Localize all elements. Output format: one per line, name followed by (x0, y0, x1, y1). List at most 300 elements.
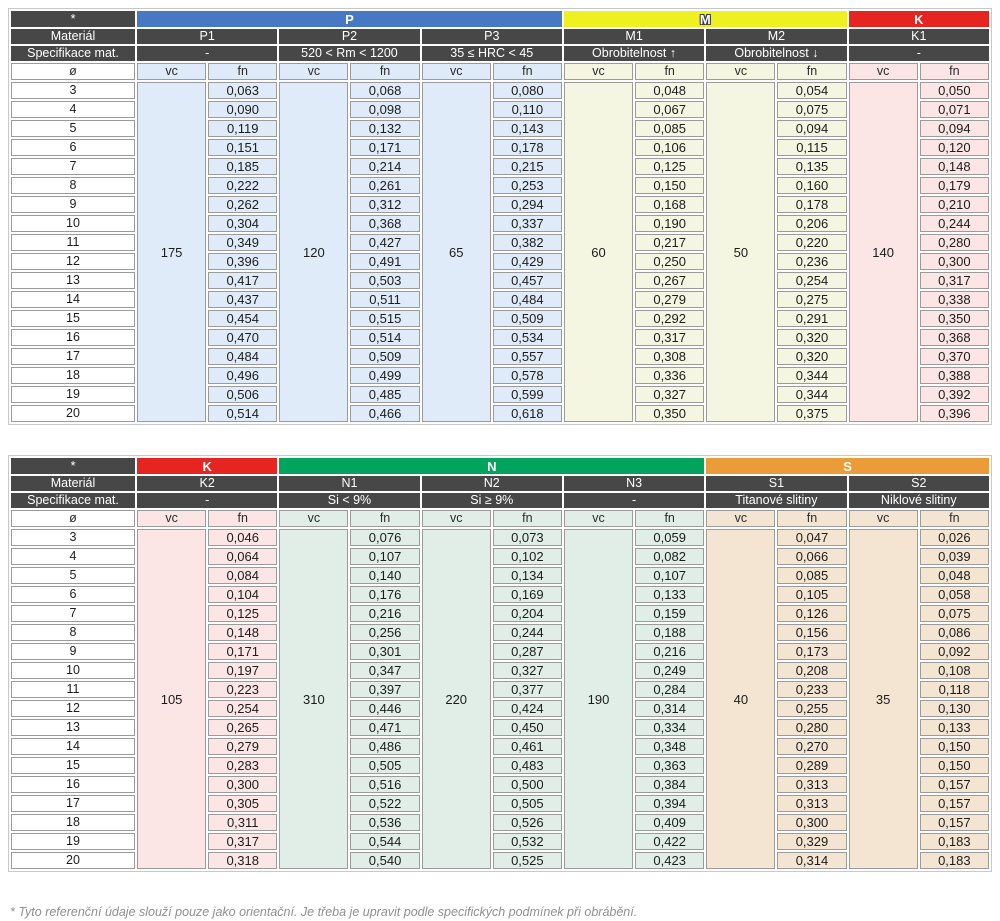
fn-value-cell: 0,505 (350, 757, 419, 774)
fn-value-cell: 0,084 (208, 567, 277, 584)
fn-value-cell: 0,208 (777, 662, 846, 679)
fn-value-cell: 0,080 (493, 82, 562, 99)
fn-value-cell: 0,320 (777, 348, 846, 365)
fn-value-cell: 0,327 (493, 662, 562, 679)
vc-value-cell-P3: 65 (422, 82, 491, 422)
fn-value-cell: 0,157 (920, 776, 989, 793)
fn-value-cell: 0,050 (920, 82, 989, 99)
vc-value-cell-M2: 50 (706, 82, 775, 422)
vc-column-header-P3: vc (422, 63, 491, 80)
fn-value-cell: 0,066 (777, 548, 846, 565)
fn-value-cell: 0,220 (777, 234, 846, 251)
fn-value-cell: 0,314 (777, 852, 846, 869)
spec-header-P3: 35 ≤ HRC < 45 (422, 46, 562, 61)
fn-value-cell: 0,178 (493, 139, 562, 156)
fn-value-cell: 0,160 (777, 177, 846, 194)
fn-column-header-K2: fn (208, 510, 277, 527)
fn-value-cell: 0,150 (920, 738, 989, 755)
fn-value-cell: 0,511 (350, 291, 419, 308)
fn-value-cell: 0,108 (920, 662, 989, 679)
fn-value-cell: 0,409 (635, 814, 704, 831)
diameter-cell: 9 (11, 643, 135, 660)
fn-value-cell: 0,532 (493, 833, 562, 850)
fn-value-cell: 0,337 (493, 215, 562, 232)
spec-row-label: Specifikace mat. (11, 46, 135, 61)
vc-column-header-P2: vc (279, 63, 348, 80)
fn-value-cell: 0,450 (493, 719, 562, 736)
diameter-cell: 3 (11, 82, 135, 99)
fn-column-header-S2: fn (920, 510, 989, 527)
fn-value-cell: 0,157 (920, 795, 989, 812)
diameter-cell: 9 (11, 196, 135, 213)
fn-value-cell: 0,236 (777, 253, 846, 270)
group-header-S1: S1 (706, 476, 846, 491)
band-header-S: S (706, 458, 989, 474)
fn-value-cell: 0,168 (635, 196, 704, 213)
fn-value-cell: 0,090 (208, 101, 277, 118)
fn-value-cell: 0,536 (350, 814, 419, 831)
fn-value-cell: 0,250 (635, 253, 704, 270)
fn-value-cell: 0,300 (208, 776, 277, 793)
fn-value-cell: 0,491 (350, 253, 419, 270)
fn-value-cell: 0,058 (920, 586, 989, 603)
fn-value-cell: 0,336 (635, 367, 704, 384)
fn-value-cell: 0,526 (493, 814, 562, 831)
fn-value-cell: 0,503 (350, 272, 419, 289)
fn-value-cell: 0,267 (635, 272, 704, 289)
group-header-N1: N1 (279, 476, 419, 491)
fn-value-cell: 0,317 (920, 272, 989, 289)
vc-column-header-S1: vc (706, 510, 775, 527)
fn-value-cell: 0,171 (350, 139, 419, 156)
fn-value-cell: 0,514 (350, 329, 419, 346)
fn-value-cell: 0,329 (777, 833, 846, 850)
fn-column-header-K1: fn (920, 63, 989, 80)
spec-header-N2: Si ≥ 9% (422, 493, 562, 508)
fn-column-header-P1: fn (208, 63, 277, 80)
fn-value-cell: 0,026 (920, 529, 989, 546)
fn-value-cell: 0,110 (493, 101, 562, 118)
diameter-cell: 15 (11, 310, 135, 327)
fn-value-cell: 0,279 (635, 291, 704, 308)
vc-column-header-N1: vc (279, 510, 348, 527)
fn-value-cell: 0,368 (350, 215, 419, 232)
fn-value-cell: 0,140 (350, 567, 419, 584)
vc-column-header-M2: vc (706, 63, 775, 80)
vc-value-cell-N1: 310 (279, 529, 348, 869)
vc-column-header-P1: vc (137, 63, 206, 80)
fn-value-cell: 0,215 (493, 158, 562, 175)
fn-value-cell: 0,094 (777, 120, 846, 137)
fn-value-cell: 0,437 (208, 291, 277, 308)
fn-value-cell: 0,125 (208, 605, 277, 622)
fn-value-cell: 0,514 (208, 405, 277, 422)
fn-value-cell: 0,256 (350, 624, 419, 641)
fn-value-cell: 0,176 (350, 586, 419, 603)
fn-value-cell: 0,349 (208, 234, 277, 251)
fn-value-cell: 0,085 (635, 120, 704, 137)
fn-value-cell: 0,279 (208, 738, 277, 755)
diameter-cell: 7 (11, 158, 135, 175)
fn-value-cell: 0,190 (635, 215, 704, 232)
fn-value-cell: 0,505 (493, 795, 562, 812)
fn-value-cell: 0,348 (635, 738, 704, 755)
fn-value-cell: 0,115 (777, 139, 846, 156)
spec-header-M2: Obrobitelnost ↓ (706, 46, 846, 61)
fn-value-cell: 0,375 (777, 405, 846, 422)
footnote: * Tyto referenční údaje slouží pouze jako orientační. Je třeba je upravit podle specifických podmínek při obrábění. (10, 905, 638, 919)
fn-value-cell: 0,314 (635, 700, 704, 717)
material-row-label: Materiál (11, 476, 135, 491)
group-header-S2: S2 (849, 476, 989, 491)
fn-value-cell: 0,054 (777, 82, 846, 99)
fn-value-cell: 0,085 (777, 567, 846, 584)
fn-value-cell: 0,073 (493, 529, 562, 546)
fn-value-cell: 0,244 (493, 624, 562, 641)
fn-value-cell: 0,422 (635, 833, 704, 850)
fn-value-cell: 0,204 (493, 605, 562, 622)
fn-value-cell: 0,159 (635, 605, 704, 622)
fn-value-cell: 0,466 (350, 405, 419, 422)
fn-value-cell: 0,318 (208, 852, 277, 869)
fn-value-cell: 0,506 (208, 386, 277, 403)
fn-value-cell: 0,457 (493, 272, 562, 289)
fn-value-cell: 0,135 (777, 158, 846, 175)
band-header-K: K (849, 11, 989, 27)
table-row (11, 529, 989, 546)
diameter-cell: 16 (11, 329, 135, 346)
spec-header-P1: - (137, 46, 277, 61)
fn-value-cell: 0,516 (350, 776, 419, 793)
vc-value-cell-S2: 35 (849, 529, 918, 869)
diameter-cell: 10 (11, 215, 135, 232)
fn-value-cell: 0,173 (777, 643, 846, 660)
fn-value-cell: 0,216 (350, 605, 419, 622)
fn-value-cell: 0,261 (350, 177, 419, 194)
fn-value-cell: 0,525 (493, 852, 562, 869)
fn-value-cell: 0,094 (920, 120, 989, 137)
fn-value-cell: 0,068 (350, 82, 419, 99)
vc-fn-header-row (11, 510, 989, 527)
fn-column-header-P3: fn (493, 63, 562, 80)
diameter-cell: 11 (11, 234, 135, 251)
fn-value-cell: 0,217 (635, 234, 704, 251)
vc-column-header-N3: vc (564, 510, 633, 527)
fn-value-cell: 0,485 (350, 386, 419, 403)
table-row (11, 82, 989, 99)
fn-value-cell: 0,484 (493, 291, 562, 308)
fn-value-cell: 0,107 (635, 567, 704, 584)
vc-value-cell-N3: 190 (564, 529, 633, 869)
fn-value-cell: 0,262 (208, 196, 277, 213)
fn-value-cell: 0,255 (777, 700, 846, 717)
spec-header-N1: Si < 9% (279, 493, 419, 508)
fn-value-cell: 0,350 (635, 405, 704, 422)
spec-header-N3: - (564, 493, 704, 508)
fn-value-cell: 0,197 (208, 662, 277, 679)
fn-column-header-N1: fn (350, 510, 419, 527)
fn-value-cell: 0,148 (920, 158, 989, 175)
fn-value-cell: 0,254 (208, 700, 277, 717)
spec-header-S1: Titanové slitiny (706, 493, 846, 508)
fn-value-cell: 0,522 (350, 795, 419, 812)
vc-column-header-S2: vc (849, 510, 918, 527)
fn-value-cell: 0,317 (635, 329, 704, 346)
material-row-label: Materiál (11, 29, 135, 44)
fn-value-cell: 0,076 (350, 529, 419, 546)
fn-value-cell: 0,417 (208, 272, 277, 289)
diameter-cell: 20 (11, 405, 135, 422)
fn-value-cell: 0,183 (920, 852, 989, 869)
fn-value-cell: 0,132 (350, 120, 419, 137)
fn-value-cell: 0,423 (635, 852, 704, 869)
group-header-N2: N2 (422, 476, 562, 491)
fn-value-cell: 0,377 (493, 681, 562, 698)
diameter-cell: 18 (11, 367, 135, 384)
fn-value-cell: 0,071 (920, 101, 989, 118)
diameter-column-header: ø (11, 510, 135, 527)
fn-value-cell: 0,118 (920, 681, 989, 698)
fn-value-cell: 0,347 (350, 662, 419, 679)
group-header-M2: M2 (706, 29, 846, 44)
vc-value-cell-N2: 220 (422, 529, 491, 869)
diameter-cell: 19 (11, 833, 135, 850)
fn-value-cell: 0,275 (777, 291, 846, 308)
fn-value-cell: 0,133 (635, 586, 704, 603)
fn-value-cell: 0,130 (920, 700, 989, 717)
fn-value-cell: 0,169 (493, 586, 562, 603)
fn-value-cell: 0,280 (920, 234, 989, 251)
diameter-cell: 5 (11, 120, 135, 137)
fn-value-cell: 0,157 (920, 814, 989, 831)
fn-value-cell: 0,075 (777, 101, 846, 118)
fn-value-cell: 0,216 (635, 643, 704, 660)
band-header-M: M (564, 11, 847, 27)
diameter-cell: 14 (11, 738, 135, 755)
fn-value-cell: 0,048 (920, 567, 989, 584)
fn-value-cell: 0,047 (777, 529, 846, 546)
fn-value-cell: 0,183 (920, 833, 989, 850)
spec-header-row (11, 46, 989, 61)
fn-value-cell: 0,338 (920, 291, 989, 308)
fn-value-cell: 0,471 (350, 719, 419, 736)
fn-value-cell: 0,294 (493, 196, 562, 213)
spec-header-K1: - (849, 46, 989, 61)
fn-value-cell: 0,363 (635, 757, 704, 774)
fn-value-cell: 0,499 (350, 367, 419, 384)
fn-value-cell: 0,388 (920, 367, 989, 384)
fn-column-header-N3: fn (635, 510, 704, 527)
fn-value-cell: 0,534 (493, 329, 562, 346)
fn-value-cell: 0,312 (350, 196, 419, 213)
fn-value-cell: 0,509 (350, 348, 419, 365)
fn-value-cell: 0,446 (350, 700, 419, 717)
fn-value-cell: 0,486 (350, 738, 419, 755)
fn-value-cell: 0,126 (777, 605, 846, 622)
vc-value-cell-K1: 140 (849, 82, 918, 422)
fn-value-cell: 0,125 (635, 158, 704, 175)
fn-column-header-P2: fn (350, 63, 419, 80)
fn-value-cell: 0,059 (635, 529, 704, 546)
fn-value-cell: 0,382 (493, 234, 562, 251)
band-header-P: P (137, 11, 562, 27)
fn-value-cell: 0,599 (493, 386, 562, 403)
group-header-K2: K2 (137, 476, 277, 491)
fn-value-cell: 0,496 (208, 367, 277, 384)
fn-value-cell: 0,134 (493, 567, 562, 584)
fn-value-cell: 0,578 (493, 367, 562, 384)
fn-value-cell: 0,300 (777, 814, 846, 831)
fn-value-cell: 0,618 (493, 405, 562, 422)
corner-star-cell: * (11, 11, 135, 27)
fn-value-cell: 0,317 (208, 833, 277, 850)
fn-value-cell: 0,120 (920, 139, 989, 156)
fn-value-cell: 0,171 (208, 643, 277, 660)
fn-value-cell: 0,509 (493, 310, 562, 327)
fn-value-cell: 0,368 (920, 329, 989, 346)
fn-value-cell: 0,540 (350, 852, 419, 869)
fn-value-cell: 0,107 (350, 548, 419, 565)
fn-value-cell: 0,265 (208, 719, 277, 736)
group-header-M1: M1 (564, 29, 704, 44)
fn-value-cell: 0,119 (208, 120, 277, 137)
fn-value-cell: 0,067 (635, 101, 704, 118)
cutting-parameters-table-kns (8, 455, 992, 872)
fn-column-header-M2: fn (777, 63, 846, 80)
fn-value-cell: 0,289 (777, 757, 846, 774)
fn-column-header-M1: fn (635, 63, 704, 80)
vc-value-cell-P1: 175 (137, 82, 206, 422)
fn-value-cell: 0,500 (493, 776, 562, 793)
fn-value-cell: 0,291 (777, 310, 846, 327)
fn-value-cell: 0,454 (208, 310, 277, 327)
vc-column-header-K2: vc (137, 510, 206, 527)
diameter-column-header: ø (11, 63, 135, 80)
band-header-row (11, 458, 989, 474)
diameter-cell: 20 (11, 852, 135, 869)
fn-value-cell: 0,301 (350, 643, 419, 660)
diameter-cell: 11 (11, 681, 135, 698)
fn-value-cell: 0,305 (208, 795, 277, 812)
fn-value-cell: 0,048 (635, 82, 704, 99)
fn-value-cell: 0,544 (350, 833, 419, 850)
material-header-row (11, 476, 989, 491)
group-header-P2: P2 (279, 29, 419, 44)
fn-value-cell: 0,270 (777, 738, 846, 755)
diameter-cell: 12 (11, 253, 135, 270)
fn-value-cell: 0,102 (493, 548, 562, 565)
fn-value-cell: 0,063 (208, 82, 277, 99)
fn-value-cell: 0,233 (777, 681, 846, 698)
diameter-cell: 5 (11, 567, 135, 584)
fn-value-cell: 0,424 (493, 700, 562, 717)
fn-value-cell: 0,327 (635, 386, 704, 403)
band-header-N: N (279, 458, 704, 474)
spec-header-S2: Niklové slitiny (849, 493, 989, 508)
fn-value-cell: 0,156 (777, 624, 846, 641)
fn-value-cell: 0,313 (777, 795, 846, 812)
group-header-K1: K1 (849, 29, 989, 44)
diameter-cell: 4 (11, 101, 135, 118)
vc-column-header-K1: vc (849, 63, 918, 80)
fn-value-cell: 0,082 (635, 548, 704, 565)
vc-value-cell-K2: 105 (137, 529, 206, 869)
fn-value-cell: 0,214 (350, 158, 419, 175)
fn-value-cell: 0,396 (920, 405, 989, 422)
vc-value-cell-S1: 40 (706, 529, 775, 869)
fn-value-cell: 0,150 (635, 177, 704, 194)
fn-value-cell: 0,150 (920, 757, 989, 774)
group-header-P3: P3 (422, 29, 562, 44)
fn-value-cell: 0,143 (493, 120, 562, 137)
group-header-N3: N3 (564, 476, 704, 491)
diameter-cell: 19 (11, 386, 135, 403)
fn-value-cell: 0,179 (920, 177, 989, 194)
fn-value-cell: 0,350 (920, 310, 989, 327)
diameter-cell: 3 (11, 529, 135, 546)
diameter-cell: 8 (11, 177, 135, 194)
fn-value-cell: 0,104 (208, 586, 277, 603)
diameter-cell: 17 (11, 348, 135, 365)
fn-value-cell: 0,046 (208, 529, 277, 546)
diameter-cell: 8 (11, 624, 135, 641)
diameter-cell: 4 (11, 548, 135, 565)
band-header-K: K (137, 458, 277, 474)
diameter-cell: 18 (11, 814, 135, 831)
fn-value-cell: 0,075 (920, 605, 989, 622)
fn-value-cell: 0,394 (635, 795, 704, 812)
fn-value-cell: 0,384 (635, 776, 704, 793)
fn-value-cell: 0,320 (777, 329, 846, 346)
fn-value-cell: 0,313 (777, 776, 846, 793)
fn-value-cell: 0,206 (777, 215, 846, 232)
vc-fn-header-row (11, 63, 989, 80)
spec-row-label: Specifikace mat. (11, 493, 135, 508)
diameter-cell: 6 (11, 139, 135, 156)
diameter-cell: 13 (11, 272, 135, 289)
fn-value-cell: 0,308 (635, 348, 704, 365)
fn-column-header-N2: fn (493, 510, 562, 527)
fn-value-cell: 0,222 (208, 177, 277, 194)
fn-value-cell: 0,344 (777, 367, 846, 384)
diameter-cell: 13 (11, 719, 135, 736)
fn-value-cell: 0,484 (208, 348, 277, 365)
diameter-cell: 14 (11, 291, 135, 308)
fn-value-cell: 0,292 (635, 310, 704, 327)
fn-value-cell: 0,098 (350, 101, 419, 118)
spec-header-M1: Obrobitelnost ↑ (564, 46, 704, 61)
fn-value-cell: 0,397 (350, 681, 419, 698)
spec-header-P2: 520 < Rm < 1200 (279, 46, 419, 61)
fn-value-cell: 0,106 (635, 139, 704, 156)
fn-value-cell: 0,283 (208, 757, 277, 774)
fn-value-cell: 0,151 (208, 139, 277, 156)
fn-value-cell: 0,470 (208, 329, 277, 346)
fn-value-cell: 0,105 (777, 586, 846, 603)
fn-value-cell: 0,427 (350, 234, 419, 251)
corner-star-cell: * (11, 458, 135, 474)
fn-column-header-S1: fn (777, 510, 846, 527)
vc-value-cell-M1: 60 (564, 82, 633, 422)
fn-value-cell: 0,133 (920, 719, 989, 736)
diameter-cell: 15 (11, 757, 135, 774)
diameter-cell: 17 (11, 795, 135, 812)
fn-value-cell: 0,210 (920, 196, 989, 213)
fn-value-cell: 0,185 (208, 158, 277, 175)
fn-value-cell: 0,287 (493, 643, 562, 660)
fn-value-cell: 0,280 (777, 719, 846, 736)
fn-value-cell: 0,461 (493, 738, 562, 755)
